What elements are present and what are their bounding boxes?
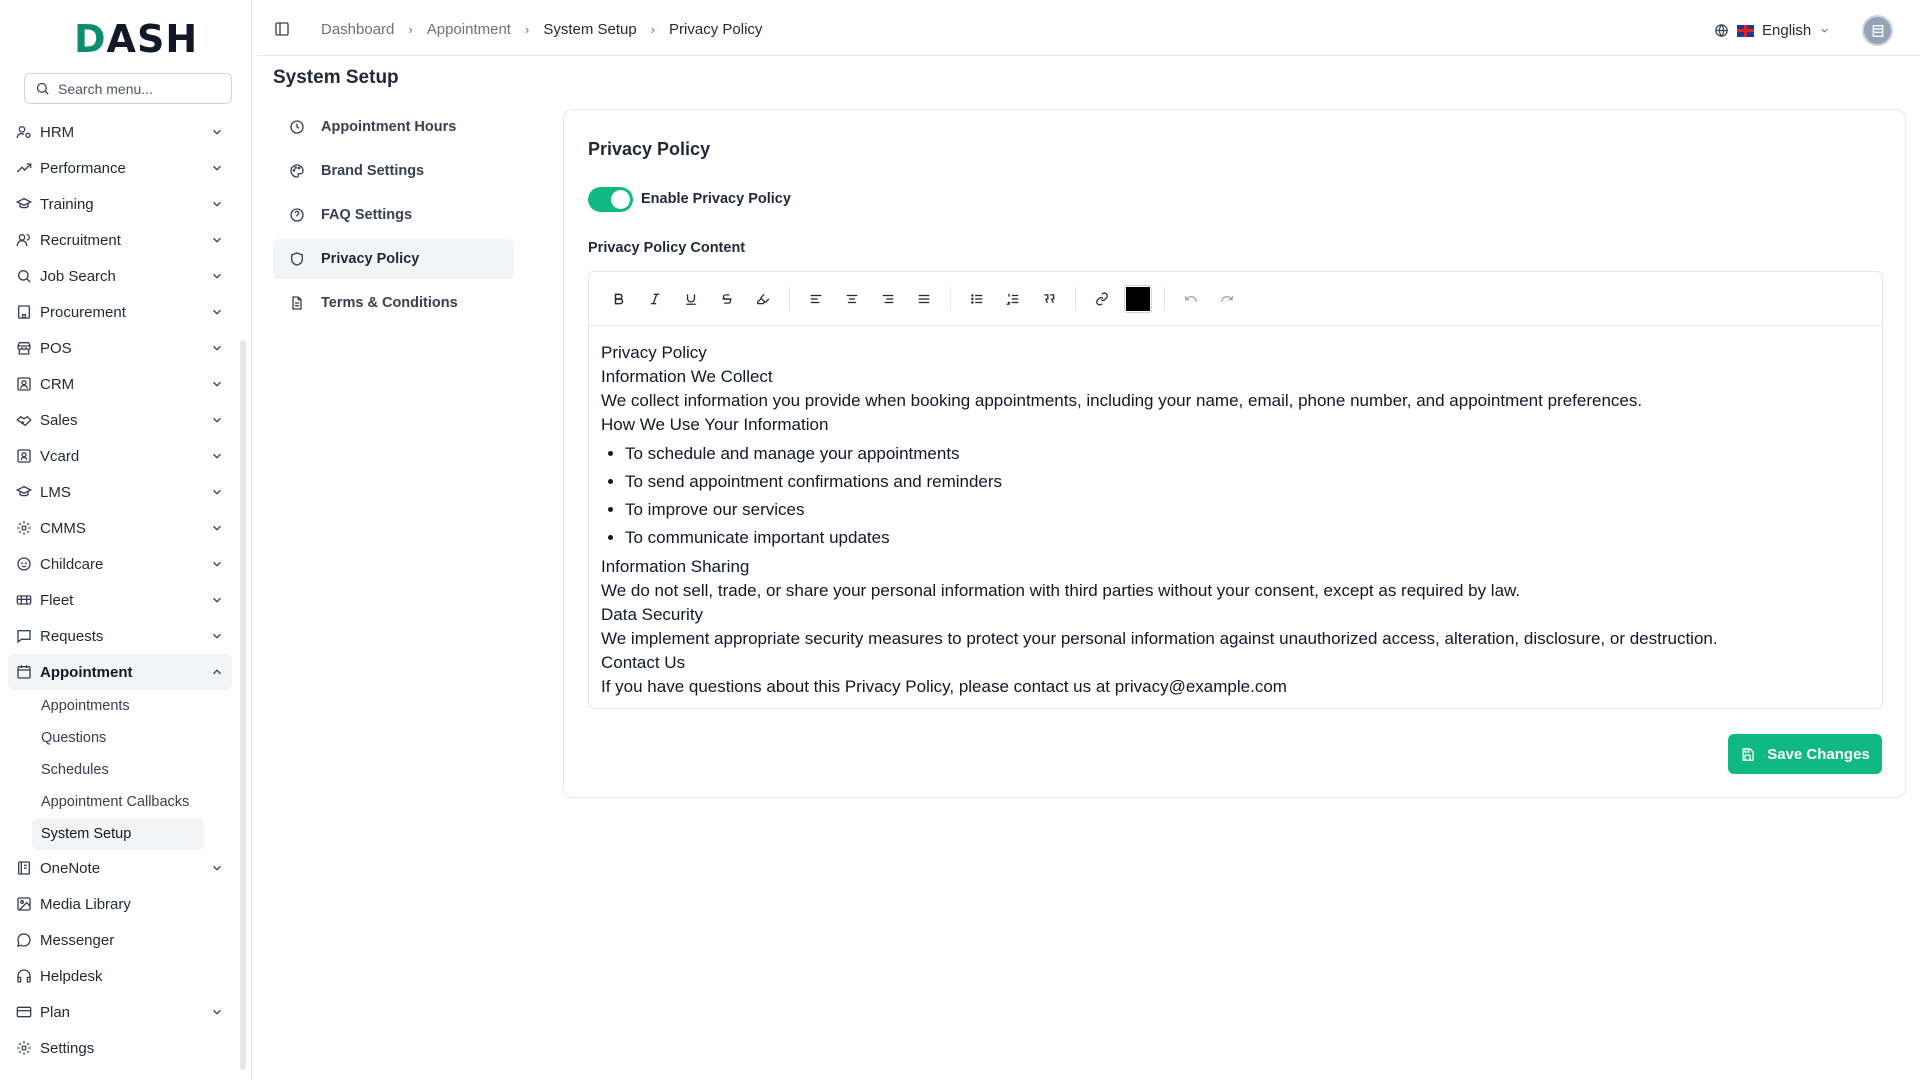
chevron-down-icon: [210, 861, 224, 875]
rich-text-editor[interactable]: [588, 271, 1883, 709]
setup-nav-appointment-hours[interactable]: [273, 107, 514, 147]
sidebar-item-label: Training: [40, 195, 94, 213]
content-line: We implement appropriate security measures to protect your personal information against unauthorized access, alteration, disclosure, or destruction.: [601, 629, 1718, 648]
text-color-picker[interactable]: [1124, 285, 1152, 313]
sidebar-item-media-library[interactable]: [8, 886, 232, 922]
sidebar-subitem-questions[interactable]: Questions: [41, 730, 107, 746]
building-icon: [1870, 23, 1886, 39]
chevron-down-icon: [210, 125, 224, 139]
toolbar-divider: [1164, 287, 1165, 311]
sidebar-item-label: HRM: [40, 123, 75, 141]
list-item: • To schedule and manage your appointments: [625, 440, 1870, 468]
chevron-down-icon: [210, 269, 224, 283]
truck-icon: [16, 592, 32, 608]
list-item: • To send appointment confirmations and reminders: [625, 468, 1870, 496]
align-center-button[interactable]: [834, 281, 870, 317]
toggle-label: Enable Privacy Policy: [641, 191, 791, 207]
setup-nav-label: Brand Settings: [321, 163, 425, 179]
toggle-knob: [611, 190, 630, 209]
breadcrumb-appointment[interactable]: Appointment: [426, 21, 511, 38]
align-justify-icon: [917, 292, 931, 306]
top-header: [257, 0, 1920, 56]
sidebar-item-onenote[interactable]: [8, 850, 232, 886]
undo-button[interactable]: [1173, 281, 1209, 317]
user-cog-icon: [16, 124, 32, 140]
breadcrumb-dashboard[interactable]: Dashboard: [321, 21, 395, 38]
ordered-list-icon: [1006, 292, 1020, 306]
sidebar-item-label: Vcard: [40, 447, 80, 465]
redo-icon: [1220, 292, 1234, 306]
search-box[interactable]: [24, 73, 232, 104]
users-icon: [16, 232, 32, 248]
sidebar-item-label: Procurement: [40, 303, 126, 321]
chevron-down-icon: [210, 161, 224, 175]
sidebar-item-plan[interactable]: [8, 994, 232, 1030]
setup-nav: [273, 107, 514, 327]
sidebar-item-appointment[interactable]: [8, 654, 232, 690]
highlight-button[interactable]: [745, 281, 781, 317]
sidebar-item-cmms[interactable]: [8, 510, 232, 546]
strikethrough-button[interactable]: [709, 281, 745, 317]
chevron-right-icon: ›: [524, 22, 530, 37]
content-line: If you have questions about this Privacy Policy, please contact us at privacy@example.com: [601, 677, 1287, 696]
toolbar-divider: [1075, 287, 1076, 311]
editor-content[interactable]: [589, 326, 1882, 699]
headphones-icon: [16, 968, 32, 984]
file-text-icon: [289, 295, 305, 311]
sidebar-item-sales[interactable]: [8, 402, 232, 438]
chevron-right-icon: ›: [408, 22, 413, 37]
chevron-down-icon: [210, 485, 224, 499]
setup-nav-label: Terms & Conditions: [321, 295, 458, 311]
sidebar-item-label: Media Library: [40, 895, 131, 913]
sidebar-item-vcard[interactable]: [8, 438, 232, 474]
content-label: Privacy Policy Content: [588, 240, 746, 256]
message-circle-icon: [16, 932, 32, 948]
card-title: Privacy Policy: [588, 139, 711, 159]
toolbar-divider: [789, 287, 790, 311]
save-changes-button[interactable]: [1728, 734, 1882, 774]
editor-toolbar: [589, 272, 1882, 326]
setup-nav-faq-settings[interactable]: [273, 195, 514, 235]
list-item: • To improve our services: [625, 496, 1870, 524]
sidebar-nav: [8, 114, 232, 1066]
breadcrumb-privacy-policy: Privacy Policy: [669, 21, 763, 38]
quote-icon: [1042, 292, 1056, 306]
chevron-down-icon: [210, 449, 224, 463]
highlighter-icon: [756, 292, 770, 306]
bold-button[interactable]: [601, 281, 637, 317]
content-line: We collect information you provide when booking appointments, including your name, email, phone number, and appointment preferences.: [601, 391, 1643, 410]
list-item: • To communicate important updates: [625, 524, 1870, 552]
chevron-down-icon: [1819, 25, 1830, 36]
ordered-list-button[interactable]: [995, 281, 1031, 317]
align-left-button[interactable]: [798, 281, 834, 317]
sidebar-item-label: Recruitment: [40, 231, 121, 249]
sidebar-item-performance[interactable]: [8, 150, 232, 186]
align-right-button[interactable]: [870, 281, 906, 317]
chevron-down-icon: [210, 557, 224, 571]
chevron-down-icon: [210, 413, 224, 427]
globe-icon: [1714, 23, 1729, 38]
chevron-down-icon: [210, 305, 224, 319]
sidebar-item-hrm[interactable]: [8, 114, 232, 150]
user-avatar[interactable]: [1862, 15, 1893, 46]
privacy-policy-card: [563, 109, 1906, 798]
sidebar-item-label: LMS: [40, 483, 71, 501]
trend-up-icon: [16, 160, 32, 176]
align-center-icon: [845, 292, 859, 306]
uk-flag-icon: [1737, 25, 1754, 37]
content-line: How We Use Your Information: [601, 415, 829, 434]
id-card-icon: [16, 448, 32, 464]
content-bullet-list: [601, 440, 1870, 552]
strikethrough-icon: [720, 292, 734, 306]
sidebar-item-label: Appointment: [40, 663, 133, 681]
sidebar-item-crm[interactable]: [8, 366, 232, 402]
setup-nav-label: Privacy Policy: [321, 251, 420, 267]
app-logo[interactable]: D ASH: [74, 17, 199, 61]
calendar-clock-icon: [16, 664, 32, 680]
sidebar-subitem-appointments[interactable]: Appointments: [41, 698, 130, 714]
sidebar-item-label: Sales: [40, 411, 78, 429]
setup-nav-terms-conditions[interactable]: [273, 283, 514, 323]
sidebar-item-childcare[interactable]: [8, 546, 232, 582]
graduation-cap-icon: [16, 196, 32, 212]
search-icon: [16, 268, 32, 284]
sidebar-item-label: Job Search: [40, 267, 116, 285]
sidebar-item-recruitment[interactable]: [8, 222, 232, 258]
content-line: We do not sell, trade, or share your personal information with third parties without your consent, except as required by law.: [601, 581, 1521, 600]
sidebar-scrollbar[interactable]: [240, 340, 246, 1070]
sidebar-item-label: Messenger: [40, 931, 115, 949]
sidebar-item-label: POS: [40, 339, 72, 357]
notebook-icon: [16, 860, 32, 876]
sidebar-item-helpdesk[interactable]: [8, 958, 232, 994]
store-icon: [16, 340, 32, 356]
underline-icon: [684, 292, 698, 306]
sidebar-item-settings[interactable]: [8, 1030, 232, 1066]
search-icon: [35, 81, 50, 96]
sidebar-toggle-icon[interactable]: [274, 21, 290, 37]
save-button-label: Save Changes: [1767, 745, 1870, 763]
setup-nav-privacy-policy[interactable]: [273, 239, 514, 279]
sidebar-item-procurement[interactable]: [8, 294, 232, 330]
help-circle-icon: [289, 207, 305, 223]
link-button[interactable]: [1084, 281, 1120, 317]
graduation-cap-icon: [16, 484, 32, 500]
breadcrumb: [321, 21, 762, 38]
gear-icon: [16, 1040, 32, 1056]
content-line: Contact Us: [601, 653, 686, 672]
setup-nav-label: FAQ Settings: [321, 207, 413, 223]
sidebar-item-label: OneNote: [40, 859, 101, 877]
content-line: Privacy Policy: [601, 343, 707, 362]
link-icon: [1095, 292, 1109, 306]
sidebar-item-pos[interactable]: [8, 330, 232, 366]
chevron-down-icon: [210, 233, 224, 247]
language-label: English: [1762, 22, 1812, 39]
breadcrumb-system-setup[interactable]: System Setup: [543, 21, 637, 38]
sidebar-subitem-appointment-callbacks[interactable]: Appointment Callbacks: [41, 794, 190, 810]
undo-icon: [1184, 292, 1198, 306]
chevron-down-icon: [210, 341, 224, 355]
chevron-down-icon: [210, 197, 224, 211]
save-icon: [1740, 747, 1755, 762]
sidebar-item-lms[interactable]: [8, 474, 232, 510]
italic-button[interactable]: [637, 281, 673, 317]
handshake-icon: [16, 412, 32, 428]
align-left-icon: [809, 292, 823, 306]
sidebar-item-training[interactable]: [8, 186, 232, 222]
message-square-icon: [16, 628, 32, 644]
sidebar-item-label: Settings: [40, 1039, 95, 1057]
sidebar: [0, 0, 252, 1080]
setup-nav-brand-settings[interactable]: [273, 151, 514, 191]
content-line: Data Security: [601, 605, 704, 624]
color-swatch: [1126, 287, 1150, 311]
building-icon: [16, 304, 32, 320]
content-line: Information Sharing: [601, 557, 750, 576]
italic-icon: [648, 292, 662, 306]
chevron-down-icon: [210, 521, 224, 535]
chevron-down-icon: [210, 593, 224, 607]
setup-nav-label: Appointment Hours: [321, 119, 457, 135]
sidebar-item-label: CMMS: [40, 519, 86, 537]
bold-icon: [612, 292, 626, 306]
credit-card-icon: [16, 1004, 32, 1020]
sidebar-item-label: Childcare: [40, 555, 104, 573]
palette-icon: [289, 163, 305, 179]
image-icon: [16, 896, 32, 912]
language-selector[interactable]: [1714, 22, 1830, 39]
bullet-list-button[interactable]: [959, 281, 995, 317]
chevron-down-icon: [210, 1005, 224, 1019]
enable-privacy-policy-toggle[interactable]: [588, 187, 633, 212]
chevron-right-icon: ›: [650, 22, 656, 37]
sidebar-item-label: CRM: [40, 375, 75, 393]
sidebar-item-label: Performance: [40, 159, 126, 177]
contact-icon: [16, 376, 32, 392]
blockquote-button[interactable]: [1031, 281, 1067, 317]
underline-button[interactable]: [673, 281, 709, 317]
chevron-down-icon: [210, 629, 224, 643]
gear-icon: [16, 520, 32, 536]
shield-icon: [289, 251, 305, 267]
align-right-icon: [881, 292, 895, 306]
chevron-down-icon: [210, 377, 224, 391]
content-line: Information We Collect: [601, 367, 773, 386]
search-input[interactable]: [58, 81, 218, 97]
sidebar-item-job-search[interactable]: [8, 258, 232, 294]
toolbar-divider: [950, 287, 951, 311]
sidebar-item-label: Requests: [40, 627, 104, 645]
sidebar-item-label: Plan: [40, 1003, 71, 1021]
sidebar-item-requests[interactable]: [8, 618, 232, 654]
baby-icon: [16, 556, 32, 572]
sidebar-item-label: Helpdesk: [40, 967, 103, 985]
page-title: System Setup: [273, 67, 399, 88]
sidebar-item-fleet[interactable]: [8, 582, 232, 618]
clock-icon: [289, 119, 305, 135]
sidebar-item-messenger[interactable]: [8, 922, 232, 958]
sidebar-subitem-system-setup[interactable]: System Setup: [32, 818, 204, 850]
appointment-submenu: [8, 690, 232, 850]
chevron-up-icon: [210, 665, 224, 679]
align-justify-button[interactable]: [906, 281, 942, 317]
redo-button[interactable]: [1209, 281, 1245, 317]
sidebar-item-label: Fleet: [40, 591, 74, 609]
sidebar-subitem-schedules[interactable]: Schedules: [41, 762, 109, 778]
bullet-list-icon: [970, 292, 984, 306]
